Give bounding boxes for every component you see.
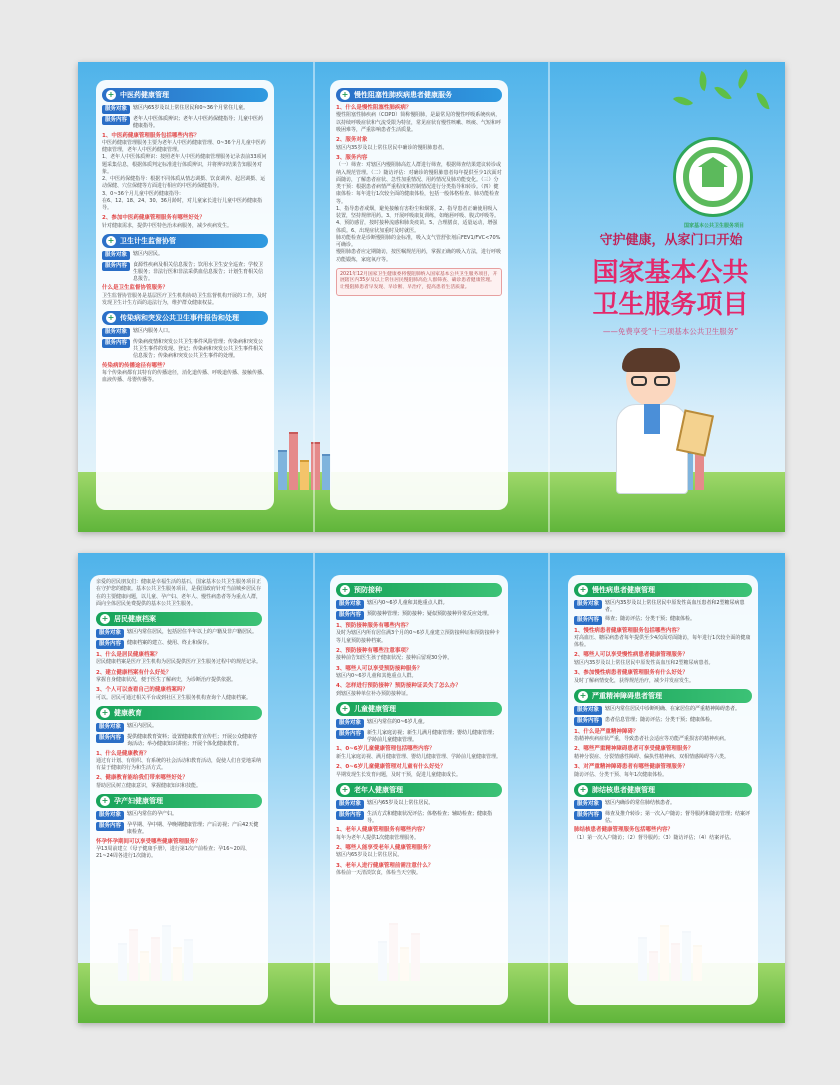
question: 1、什么是居民健康档案？: [96, 652, 161, 658]
service-target-tag: 服务对象: [96, 723, 124, 732]
question: 1、老年人健康管理服务有哪些内容？: [336, 827, 428, 834]
answer-text: 随访评估、分类干预、每年1次健康体检。: [574, 771, 668, 778]
service-target-tag: 服务对象: [336, 600, 364, 609]
plus-icon: +: [341, 784, 349, 794]
service-content-text: 老年人中医体质辨识；老年人中医药保健指导；儿童中医药健康指导。: [133, 116, 264, 129]
answer-text: 卫生监督协管服务是基层医疗卫生机构协助卫生监督机构开展的工作，及时发现卫生计生方面的违法行为，维护群众健康权益。: [102, 292, 268, 307]
service-content-tag: 服务内容: [102, 339, 130, 348]
section-header: + 孕产妇健康管理: [96, 794, 262, 808]
section-header: + 肺结核患者健康管理: [574, 783, 752, 797]
service-content-tag: 服务内容: [574, 616, 602, 625]
logo-text: 国家基本公共卫生服务项目: [683, 223, 744, 229]
project-logo: [673, 137, 753, 217]
section-header: + 健康教育: [96, 706, 262, 720]
question: 2、0~6岁儿童健康管理对儿童有什么好处？: [336, 764, 446, 771]
question: 3、个人可以查看自己的健康档案吗？: [96, 687, 188, 694]
plus-icon: +: [107, 90, 115, 99]
answer-text: 精神分裂症、分裂情感性障碍、偏执性精神病、双相情感障碍等六类。: [574, 753, 730, 760]
service-target-text: 辖区内常住居民中诊断明确、在家居住的严重精神障碍患者。: [605, 705, 741, 712]
answer-text: 接种前告知医生孩子健康状况；接种后留观30分钟。: [336, 655, 453, 662]
answer-text: 慢性阻塞性肺疾病（COPD）简称慢阻肺，是最常见的慢性呼吸系统疾病，以持续呼吸症状和气流受限为特征，常见症状有慢性咳嗽、咳痰、气短和呼吸困难等，严重影响患者生活质量。: [336, 112, 502, 133]
section-header: + 传染病和突发公共卫生事件报告和处理: [102, 311, 268, 325]
cover-panel: [548, 62, 785, 532]
panel-copd: [330, 80, 508, 510]
service-content-tag: 服务内容: [96, 822, 124, 831]
service-target-tag: 服务对象: [96, 811, 124, 820]
service-content-text: 生活方式和健康状况评估；体格检查；辅助检查；健康指导。: [367, 810, 493, 824]
service-target-text: 辖区内常住的0~6岁儿童。: [367, 718, 428, 725]
question: 3、哪些人可以享受预防接种服务？: [336, 665, 423, 672]
answer-text: 辖区内65岁及以上常住居民。: [336, 852, 403, 859]
answer-text: 通过有计划、有组织、有系统的社会活动和教育活动，促使人们自觉地采纳有益于健康的行为和生活方式。: [96, 757, 262, 772]
city-skyline: [278, 432, 331, 490]
answer-text: 掌握自身健康状况，便于医生了解病史，为诊断治疗提供依据。: [96, 677, 237, 684]
service-target-text: 辖区内常住的孕产妇。: [127, 811, 178, 818]
answer-text: 在6、12、18、24、30、36月龄时，对儿童家长进行儿童中医药健康指导。: [102, 197, 262, 212]
question: 2、哪些严重精神障碍患者可享受健康管理服务？: [574, 746, 694, 753]
question: 2、哪些人能享受老年人健康管理服务？: [336, 844, 434, 851]
answer-text: 辖区内0~6岁儿童和其他重点人群。: [336, 673, 417, 680]
service-content-text: 新生儿家庭访视；新生儿满月健康管理；婴幼儿健康管理；学龄前儿童健康管理。: [367, 729, 498, 743]
answer-text: 帮助居民树立健康意识，掌握健康知识和技能。: [96, 782, 202, 789]
answer-text: 早期发现生长发育问题，及时干预，促进儿童健康成长。: [336, 771, 462, 778]
service-content-tag: 服务内容: [336, 811, 364, 820]
panel-services-b: [90, 575, 268, 1005]
service-target-tag: 服务对象: [102, 328, 130, 337]
question: 1、预防接种服务有哪些内容？: [336, 623, 412, 629]
answer-text: 1、老年人中医体质辨识：按照老年人中医药健康管理服务记录表前33项问题采集信息，根据体质判定标准进行体质辨识，并将辨识结果告知服务对象。: [102, 154, 267, 175]
answer-text: 3、0~36个月儿童中医药健康指导：: [102, 190, 184, 197]
service-content-text: 传染病疫情和突发公共卫生事件风险管理；传染病和突发公共卫生事件的发现、登记；传染病和突发公共卫生事件相关信息报告；传染病和突发公共卫生事件的处理。: [133, 339, 264, 359]
fold-line: [548, 553, 550, 1023]
plus-icon: +: [107, 236, 115, 246]
service-content-text: 筛查；随访评估；分类干预；健康体检。: [605, 615, 696, 622]
service-target-tag: 服务对象: [102, 105, 130, 114]
answer-text: 辖区内35岁及以上常住居民中确诊的慢阻肺患者。: [336, 144, 448, 151]
question: 3、老年人进行健康管理前需注意什么？: [336, 862, 434, 869]
answer-text: 肺功能检查是诊断慢阻肺的金标准，吸入支气管舒张剂后FEV1/FVC<70%可确诊。: [336, 234, 501, 249]
service-target-text: 辖区内常住居民，包括居住半年以上的户籍及非户籍居民。: [127, 629, 258, 635]
answer-text: 居民健康档案是医疗卫生机构为居民提供医疗卫生服务过程中的规范记录。: [96, 659, 262, 666]
service-target-tag: 服务对象: [336, 719, 364, 728]
service-content-tag: 服务内容: [102, 116, 130, 125]
section-header: + 严重精神障碍患者管理: [574, 689, 752, 703]
leaf-icon: [695, 71, 711, 91]
answer-text: 到辖区接种单位补办预防接种证。: [336, 690, 412, 697]
leaf-icon: [673, 91, 693, 110]
intro-text: 亲爱的居民朋友们：健康是幸福生活的基石，国家基本公共卫生服务项目正在守护您的健康。基本公共卫生服务项目，是我国政府针对当前城乡居民存在的主要健康问题，以儿童、孕产妇、老年人、慢性病患者等为重点人群，面向全体居民免费提供的基本公共卫生服务。: [96, 579, 262, 607]
service-target-text: 辖区内确诊的常住肺结核患者。: [605, 799, 676, 806]
question: 怀孕怀孕期间可以享受哪些健康管理服务？: [96, 838, 201, 845]
service-content-text: 食源性疾病及相关信息报告；饮用水卫生安全巡查；学校卫生服务；非法行医和非法采供血信息报告；计划生育相关信息报告。: [133, 262, 264, 282]
notice-box: 2021年12月国家卫生健康委将慢阻肺纳入国家基本公共卫生服务项目，开展辖区内35岁及以上常住居民慢阻肺高危人群筛查、确诊患者健康管理。让慢阻肺患者早发现、早诊断、早治疗，提高患者生活质量。: [336, 268, 502, 296]
section-header: + 儿童健康管理: [336, 702, 502, 716]
service-content-tag: 服务内容: [96, 734, 124, 743]
question: 什么是卫生监督协管服务？: [102, 285, 169, 292]
service-target-text: 辖区内0~6岁儿童和其他重点人群。: [367, 600, 448, 606]
answer-text: 针对健康需求，提供中医特色治未病服务，减少疾病发生。: [102, 222, 233, 229]
question: 1、0~6岁儿童健康管理包括哪些内容？: [336, 746, 435, 753]
panel-services-c: [330, 575, 508, 1005]
answer-text: 新生儿家庭访视、满月健康管理、婴幼儿健康管理、学龄前儿童健康管理。: [336, 753, 502, 760]
question: 2、预防接种有哪些注意事项？: [336, 647, 412, 654]
panel-services-a: [96, 80, 274, 510]
answer-text: 中医药健康管理服务主要为老年人中医药健康管理、0~36个月儿童中医药健康管理，老年人中医药健康管理。: [102, 139, 266, 154]
answer-text: 可以。居民可通过相关平台或到社区卫生服务机构查询个人健康档案。: [96, 694, 252, 701]
answer-text: （一）筛查：对辖区内慢阻肺高危人群进行筛查，根据筛查结果建议转诊或纳入规范管理。（二）随访评估：对确诊的慢阻肺患者每年提供至少1次面对面随访，了解患者症状、急性加重情况、用药情况及肺功能变化。（三）分类干预：根据患者病情严重程度和控制情况进行分类指导和转诊。（四）健康体检：每年进行1次较全面的健康体检，包括一般体格检查、肺功能检查等。: [336, 162, 502, 205]
plus-icon: +: [579, 784, 587, 794]
question: 1、中医药健康管理服务包括哪些内容？: [102, 132, 200, 139]
brochure-inside: [78, 553, 785, 1023]
question: 传染病的传播途径有哪些？: [102, 362, 169, 369]
plus-icon: +: [101, 708, 109, 718]
plus-icon: +: [341, 585, 349, 594]
service-content-tag: 服务内容: [102, 262, 130, 271]
service-content-text: 筛查及推介转诊；第一次入户随访；督导服药和随访管理；结案评估。: [605, 810, 751, 824]
service-content-text: 预防接种管理；预防接种；疑似预防接种异常反应处理。: [367, 611, 493, 617]
fold-line: [313, 553, 315, 1023]
service-content-tag: 服务内容: [574, 717, 602, 726]
question: 2、哪些人可以享受慢性病患者健康管理服务？: [574, 652, 688, 659]
question: 2、建立健康档案有什么好处？: [96, 669, 172, 676]
question: 1、慢性病患者健康管理服务包括哪些内容？: [574, 627, 683, 634]
answer-text: 辖区内35岁及以上常住居民中原发性高血压和2型糖尿病患者。: [574, 659, 714, 666]
section-header: + 慢性阻塞性肺疾病患者健康服务: [336, 88, 502, 102]
leaf-icon: [714, 83, 732, 104]
service-target-tag: 服务对象: [102, 251, 130, 260]
service-content-tag: 服务内容: [574, 811, 602, 820]
brochure-outside: [78, 62, 785, 532]
service-target-tag: 服务对象: [574, 800, 602, 809]
service-content-text: 孕早期、孕中期、孕晚期健康管理；产后访视；产后42天健康检查。: [127, 822, 259, 835]
service-target-tag: 服务对象: [96, 629, 124, 638]
plus-icon: +: [107, 313, 115, 323]
house-icon: [702, 167, 724, 187]
service-content-tag: 服务内容: [336, 730, 364, 739]
plus-icon: +: [579, 690, 587, 700]
question: 3、服务内容: [336, 154, 368, 161]
fold-line: [313, 62, 315, 532]
question: 肺结核患者健康管理服务包括哪些内容？: [574, 827, 674, 834]
answer-text: 及时了解病情变化，获得规范治疗，减少并发症发生。: [574, 677, 695, 684]
section-header: + 预防接种: [336, 583, 502, 597]
panel-services-d: [568, 575, 758, 1005]
answer-text: （1）第一次入户随访；（2）督导服药；（3）随访评估；（4）结案评估。: [574, 834, 735, 841]
answer-text: 体检前一天清淡饮食，体检当天空腹。: [336, 870, 422, 877]
question: 2、参加中医药健康管理服务有哪些好处？: [102, 215, 205, 222]
cover-title-line1: 国家基本公共: [592, 258, 749, 288]
plus-icon: +: [101, 796, 109, 806]
answer-text: 慢阻肺患者应定期随访，按医嘱规范用药，掌握正确的吸入方法，进行呼吸功能锻炼，家庭氧疗等。: [336, 249, 502, 263]
answer-text: 及时为辖区内所有居住满3个月的0~6岁儿童建立预防接种证和预防接种卡等儿童预防接种档案。: [336, 630, 500, 644]
leaf-icon: [733, 69, 753, 89]
question: 2、健康教育能给我们带来哪些好处？: [96, 775, 188, 782]
answer-text: 孕13周前建立《母子健康手册》，进行第1次产前检查；孕16~20周、21~24周各进行1次随访。: [96, 846, 250, 860]
service-content-text: 患者信息管理；随访评估；分类干预；健康体检。: [605, 716, 716, 723]
question: 3、对严重精神障碍患者有哪些健康管理服务？: [574, 764, 688, 771]
plus-icon: +: [579, 585, 587, 594]
cover-title-line2: 卫生服务项目: [592, 290, 749, 320]
cover-subtitle: ——免费享受“十三项基本公共卫生服务”: [602, 327, 739, 336]
answer-text: 对高血压、糖尿病患者每年提供至少4次面对面随访，每年进行1次较全面的健康体检。: [574, 634, 751, 649]
service-content-text: 提供健康教育资料；设置健康教育宣传栏；开展公众健康咨询活动；举办健康知识讲座；开展个体化健康教育。: [127, 734, 258, 747]
slogan: 守护健康，从家门口开始: [599, 233, 743, 248]
answer-text: 每个传染病都有其特有的传播途径，消化道传播、呼吸道传播、接触传播、血液传播、母婴传播等。: [102, 369, 268, 384]
service-target-text: 辖区内居民。: [133, 251, 164, 258]
section-header: + 居民健康档案: [96, 612, 262, 626]
answer-text: 1、指导患者戒烟，避免接触有害粉尘和烟雾。2、指导患者正确使用吸入装置，坚持规律用药。3、开展呼吸康复训练，如缩唇呼吸、腹式呼吸等。4、预防感冒，按时接种流感和肺炎疫苗。5、合理膳食，适量运动，增强体质。6、出现症状加重时及时就医。: [336, 205, 500, 234]
answer-text: 每年为老年人提供1次健康管理服务。: [336, 834, 420, 841]
question: 3、参加慢性病患者健康管理服务有什么好处？: [574, 670, 688, 677]
plus-icon: +: [101, 614, 109, 623]
service-target-tag: 服务对象: [336, 800, 364, 809]
question: 4、怎样进行预防接种？预防接种证丢失了怎么办？: [336, 683, 461, 690]
question: 1、什么是慢性阻塞性肺疾病？: [336, 105, 412, 111]
doctor-illustration: [598, 352, 708, 492]
section-header: + 中医药健康管理: [102, 88, 268, 102]
service-target-text: 辖区内居民。: [127, 723, 158, 730]
answer-text: 指精神疾病症状严重，导致患者社会适应等功能严重损害的精神疾病。: [574, 736, 730, 743]
question: 2、服务对象: [336, 137, 368, 144]
plus-icon: +: [341, 90, 349, 99]
section-header: + 老年人健康管理: [336, 783, 502, 797]
service-target-text: 辖区内35岁及以上常住居民中原发性高血压患者和2型糖尿病患者。: [605, 600, 745, 613]
service-target-text: 辖区内65岁及以上常住居民和0~36个月常住儿童。: [133, 105, 249, 111]
section-header: + 卫生计生监督协管: [102, 234, 268, 248]
service-content-tag: 服务内容: [96, 640, 124, 649]
leaf-icon: [757, 91, 770, 110]
service-content-tag: 服务内容: [336, 611, 364, 620]
plus-icon: +: [341, 703, 349, 713]
section-header: + 慢性病患者健康管理: [574, 583, 752, 597]
service-target-text: 辖区内65岁及以上常住居民。: [367, 799, 434, 806]
question: 1、什么是健康教育？: [96, 750, 150, 757]
question: 1、什么是严重精神障碍？: [574, 728, 639, 735]
service-target-text: 辖区内服务人口。: [133, 328, 174, 335]
service-content-text: 健康档案的建立、使用、终止和保存。: [127, 640, 213, 646]
service-target-tag: 服务对象: [574, 706, 602, 715]
answer-text: 2、中医药保健指导：根据不同体质从情志调摄、饮食调养、起居调摄、运动保健、穴位保健等方面进行相应的中医药保健指导。: [102, 176, 266, 190]
service-target-tag: 服务对象: [574, 600, 602, 609]
